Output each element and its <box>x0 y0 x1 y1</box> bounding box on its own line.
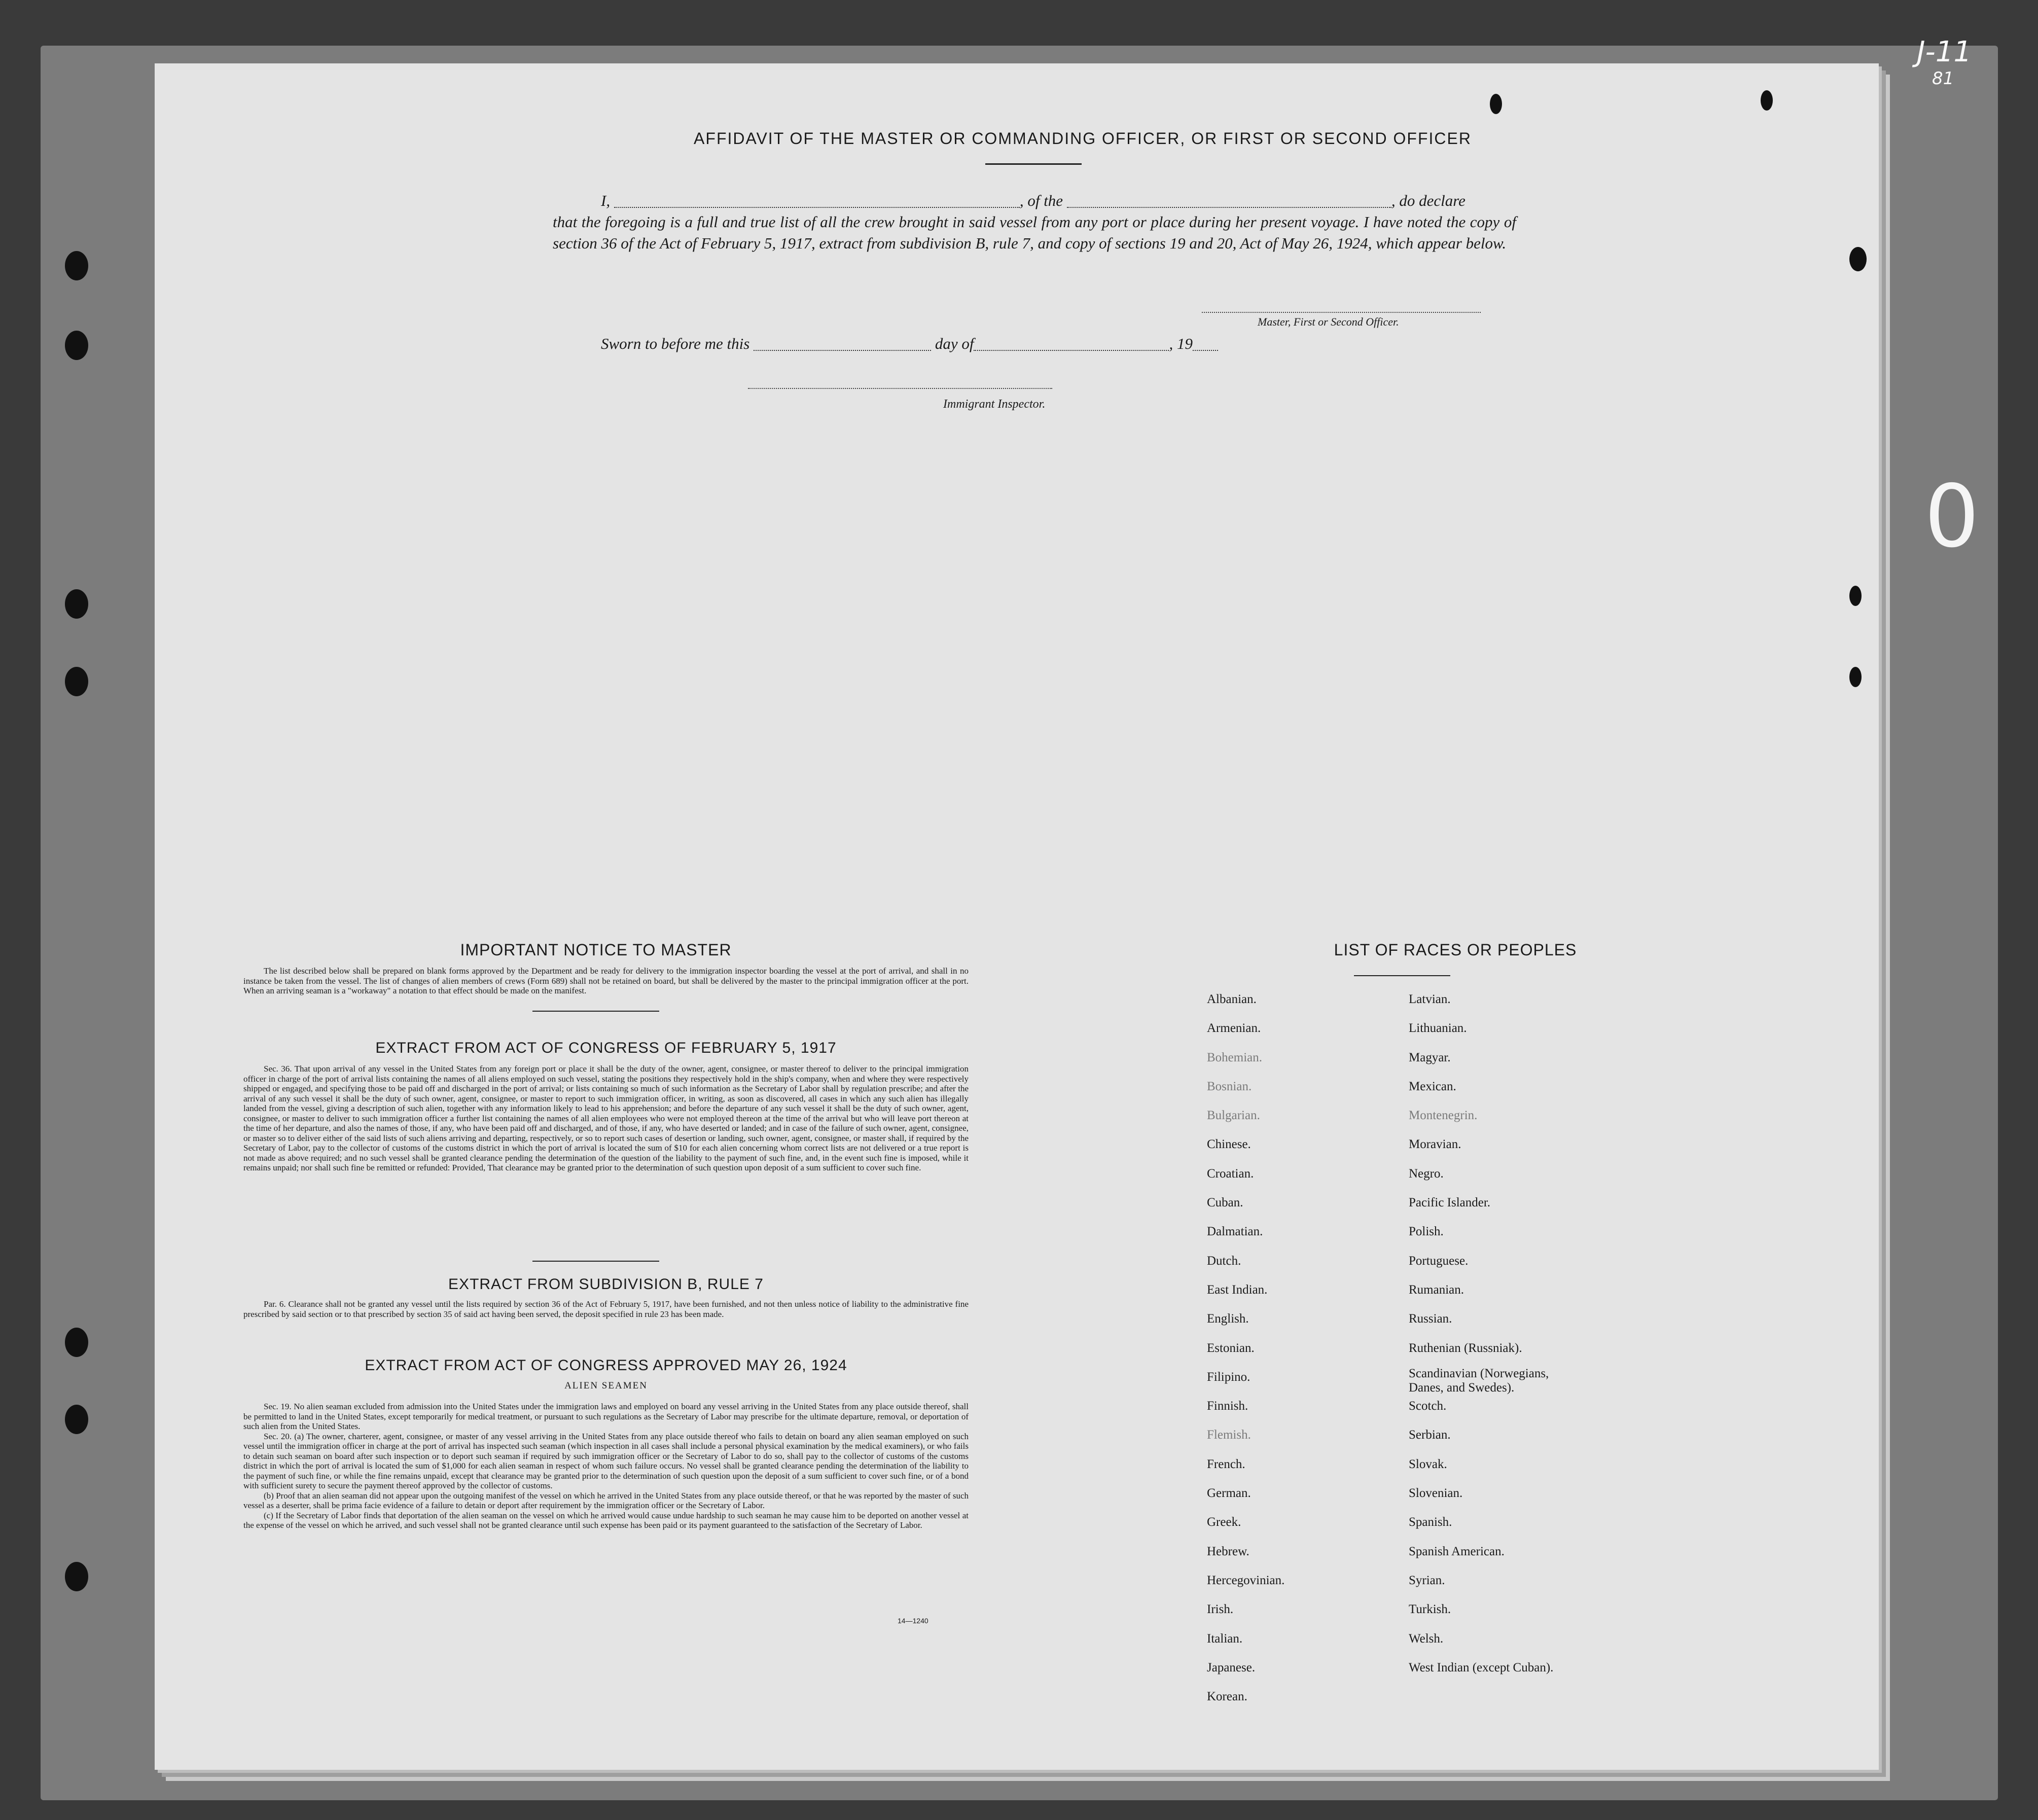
race-item: Welsh. <box>1409 1631 1444 1646</box>
race-item: Lithuanian. <box>1409 1021 1467 1036</box>
race-item: Magyar. <box>1409 1050 1451 1064</box>
sec-20a-text: Sec. 20. (a) The owner, charterer, agent, consignee, or master of any vessel arriving in the United States from any place outside thereof who fails to detain on board any alien seaman employed on such vessel until the immigration officer in charge at the port of arrival has inspected such seaman (which inspection in all cases shall include a personal physical examination by the medical examiners), or who fails to detain such seaman on board after such inspection or to deport such seaman if required by such immigration officer or the Secretary of Labor to do so, shall pay to the collector of customs of the customs district in which the port of arrival is located the sum of $1,000 for each alien seaman in respect of whom such failure occurs. No vessel shall be granted clearance pending the determination of the liability to the payment of such fine, or while the fine remains unpaid, except that clearance may be granted prior to the determination of such question upon the deposit of a sum sufficient to cover such fine, or of a bond with sufficient surety to secure the payment thereof approved by the collector of customs. <box>243 1431 969 1490</box>
sec-20c-text: (c) If the Secretary of Labor finds that deportation of the alien seaman on the vessel on which he arrived would cause undue hardship to such seaman he may cause him to be deported on another vessel at the expense of the vessel on which he arrived, and such vessel shall not be granted clearance until such expense has been paid or its payment guaranteed to the satisfaction of the Secretary of Labor. <box>243 1510 969 1530</box>
race-item: Slovak. <box>1409 1457 1447 1471</box>
race-item: Serbian. <box>1409 1428 1451 1442</box>
race-item: Scotch. <box>1409 1399 1447 1413</box>
affidavit-body <box>553 190 1516 254</box>
affidavit-title: AFFIDAVIT OF THE MASTER OR COMMANDING OFFICER, OR FIRST OR SECOND OFFICER <box>694 129 1472 148</box>
race-item: Pacific Islander. <box>1409 1196 1491 1210</box>
race-item: Albanian. <box>1207 992 1257 1006</box>
page-punch-hole <box>1761 90 1773 111</box>
race-item: Scandinavian (Norwegians, Danes, and Swedes). <box>1409 1366 1549 1395</box>
page-punch-hole <box>1849 586 1862 606</box>
race-item: Moravian. <box>1409 1137 1461 1152</box>
binder-hole <box>65 1405 88 1434</box>
extract-1917-text: Sec. 36. That upon arrival of any vessel in the United States from any foreign port or place it shall be the duty of the owner, agent, consignee, or master thereof to deliver to the principal immigration officer in charge of the port of arrival lists containing the names of all aliens employed on such vessel, stating the positions they respectively hold in the ship's company, when and where they were respectively shipped or engaged, and specifying those to be paid off and discharged in the port of arrival; or lists containing so much of such information as the Secretary of Labor shall by regulation prescribe; and after the arrival of any such vessel it shall be the duty of such owner, agent, consignee, or master to report to such immigration officer, in writing, as soon as discovered, all cases in which any such alien has illegally landed from the vessel, giving a description of such alien, together with any information likely to lead to his apprehension; and before the departure of any such vessel it shall be the duty of such owner, agent, consignee, or master to deliver to such immigration officer a further list containing the names of all alien employees who were not employed thereon at the time of the arrival but who will leave port thereon at the time of her departure, and also the names of those, if any, who have been paid off and discharged, and of those, if any, who have deserted or landed; and in case of the failure of such owner, agent, consignee, or master so to deliver either of the said lists of such aliens arriving and departing, respectively, or so to report such cases of desertion or landing, such owner, agent, consignee, or master shall, if required by the Secretary of Labor, pay to the collector of customs of the customs district in which the port of arrival is located the sum of $10 for each alien concerning whom correct lists are not delivered or a true report is not made as above required; and no such vessel shall be granted clearance pending the determination of the question of the liability to the payment of such fine, and, in the event such fine is imposed, while it remains unpaid; nor shall such fine be remitted or refunded: Provided, That clearance may be granted prior to the determination of such question upon deposit of a sum sufficient to cover such fine. <box>243 1064 969 1172</box>
section-divider <box>532 1011 659 1012</box>
sworn-day-blank[interactable] <box>754 340 931 351</box>
sec-19-text: Sec. 19. No alien seaman excluded from admission into the United States under the immigration laws and employed on board any vessel arriving in the United States from any place outside thereof, shall be permitted to land in the United States, except temporarily for medical treatment, or pursuant to such regulations as the Secretary of Labor may prescribe for the ultimate departure, removal, or deportation of such alien from the United States. <box>243 1402 969 1431</box>
binder-hole <box>65 1328 88 1357</box>
sworn-line <box>601 335 1218 353</box>
race-item: Bulgarian. <box>1207 1109 1260 1123</box>
page-punch-hole <box>1849 667 1862 687</box>
handwritten-side-mark: 0 <box>1924 467 1980 567</box>
race-item: Hebrew. <box>1207 1544 1249 1558</box>
race-item: Negro. <box>1409 1166 1444 1181</box>
race-item: Japanese. <box>1207 1660 1256 1674</box>
form-number: 14—1240 <box>898 1617 928 1625</box>
race-item: French. <box>1207 1457 1245 1471</box>
binder-hole <box>65 589 88 619</box>
race-item: Spanish American. <box>1409 1544 1505 1558</box>
declarant-name-blank[interactable] <box>614 197 1020 208</box>
binder-hole <box>65 667 88 696</box>
inspector-signature-line[interactable] <box>748 388 1052 389</box>
race-item: Mexican. <box>1409 1079 1456 1093</box>
race-item: Portuguese. <box>1409 1254 1469 1268</box>
race-item: Croatian. <box>1207 1166 1254 1181</box>
page-punch-hole <box>1490 94 1502 114</box>
section-divider <box>532 1261 659 1262</box>
race-item: Irish. <box>1207 1602 1234 1617</box>
race-item: Italian. <box>1207 1631 1243 1646</box>
race-item: Estonian. <box>1207 1341 1255 1355</box>
sworn-label: Sworn to before me this <box>601 335 750 352</box>
affidavit-text: that the foregoing is a full and true list of all the crew brought in said vessel from any port or place during her present voyage. I have noted the copy of section 36 of the Act of February 5, 1917, extract from subdivision B, rule 7, and copy of sections 19 and 20, Act of May 26, 1924, which appear below. <box>553 213 1516 252</box>
races-column-1 <box>1207 985 1284 1711</box>
race-item: Filipino. <box>1207 1370 1250 1384</box>
affidavit-declaration-line <box>553 190 1516 211</box>
race-item: Spanish. <box>1409 1515 1452 1529</box>
race-item: Ruthenian (Russniak). <box>1409 1341 1522 1355</box>
vessel-name-blank[interactable] <box>1067 197 1391 208</box>
sworn-year-blank[interactable] <box>1193 340 1218 351</box>
races-title: LIST OF RACES OR PEOPLES <box>1334 941 1577 959</box>
declarant-label: I, <box>601 192 611 209</box>
race-item: Syrian. <box>1409 1573 1445 1587</box>
race-item: Polish. <box>1409 1225 1444 1239</box>
extract-rule7-title: EXTRACT FROM SUBDIVISION B, RULE 7 <box>448 1276 764 1293</box>
sworn-dayof-label: day of <box>935 335 974 352</box>
extract-1924-body <box>243 1402 969 1530</box>
race-item: Bosnian. <box>1207 1079 1252 1093</box>
notice-title: IMPORTANT NOTICE TO MASTER <box>460 941 732 959</box>
notice-text: The list described below shall be prepared on blank forms approved by the Department and be ready for delivery to the immigration inspector boarding the vessel at the port of arrival, and shall in no instance be taken from the vessel. The list of changes of alien members of crews (Form 689) shall not be retained on board, but shall be delivered by the master to the principal immigration officer at the port. When an arriving seaman is a "workaway" a notation to that effect should be made on the manifest. <box>243 966 969 995</box>
sec-20b-text: (b) Proof that an alien seaman did not appear upon the outgoing manifest of the vessel on which he arrived in the United States from any place outside thereof, or that he was reported by the master of such vessel as a deserter, shall be prima facie evidence of a failure to detain or deport after requirement by the immigration officer or the Secretary of Labor. <box>243 1490 969 1510</box>
binder-hole <box>65 1562 88 1591</box>
races-title-rule <box>1354 975 1450 976</box>
race-item: Slovenian. <box>1409 1486 1463 1501</box>
race-item: West Indian (except Cuban). <box>1409 1660 1554 1674</box>
race-item: Chinese. <box>1207 1137 1251 1152</box>
race-item: Bohemian. <box>1207 1050 1263 1064</box>
binder-hole <box>65 251 88 280</box>
race-item: Montenegrin. <box>1409 1109 1478 1123</box>
race-item: Flemish. <box>1207 1428 1251 1442</box>
declare-label: , do declare <box>1391 192 1465 209</box>
extract-1924-title: EXTRACT FROM ACT OF CONGRESS APPROVED MAY 26, 1924 <box>365 1357 847 1374</box>
race-item: Korean. <box>1207 1690 1247 1704</box>
extract-1917-title: EXTRACT FROM ACT OF CONGRESS OF FEBRUARY 5, 1917 <box>375 1040 837 1056</box>
sworn-year-label: , 19 <box>1169 335 1193 352</box>
master-signature-line[interactable] <box>1202 312 1481 313</box>
handwritten-code-secondary: 81 <box>1932 68 1954 89</box>
race-item: Finnish. <box>1207 1399 1248 1413</box>
binder-hole <box>65 331 88 360</box>
page-punch-hole <box>1849 247 1867 271</box>
master-signature-caption: Master, First or Second Officer. <box>1258 315 1399 328</box>
race-item: Turkish. <box>1409 1602 1451 1617</box>
extract-rule7-text: Par. 6. Clearance shall not be granted any vessel until the lists required by section 36 of the Act of February 5, 1917, have been furnished, and not then unless notice of liability to the administrative fine prescribed by said section or to that prescribed by section 35 of said act having been served, the deposit specified in rule 23 has been made. <box>243 1299 969 1319</box>
title-rule <box>985 163 1082 165</box>
races-column-2 <box>1409 985 1581 1682</box>
race-item: German. <box>1207 1486 1251 1501</box>
race-item: Hercegovinian. <box>1207 1573 1285 1587</box>
race-item: Cuban. <box>1207 1196 1243 1210</box>
alien-seamen-subtitle: ALIEN SEAMEN <box>564 1380 648 1391</box>
race-item: Russian. <box>1409 1312 1452 1326</box>
race-item: Dutch. <box>1207 1254 1241 1268</box>
race-item: Dalmatian. <box>1207 1225 1263 1239</box>
race-item: East Indian. <box>1207 1282 1268 1297</box>
inspector-caption: Immigrant Inspector. <box>943 398 1046 411</box>
handwritten-code: J-11 <box>1917 35 1972 68</box>
race-item: Armenian. <box>1207 1021 1261 1036</box>
race-item: English. <box>1207 1312 1249 1326</box>
sworn-month-blank[interactable] <box>974 340 1169 351</box>
vessel-label: , of the <box>1019 192 1063 209</box>
race-item: Rumanian. <box>1409 1282 1464 1297</box>
race-item: Greek. <box>1207 1515 1241 1529</box>
race-item: Latvian. <box>1409 992 1451 1006</box>
